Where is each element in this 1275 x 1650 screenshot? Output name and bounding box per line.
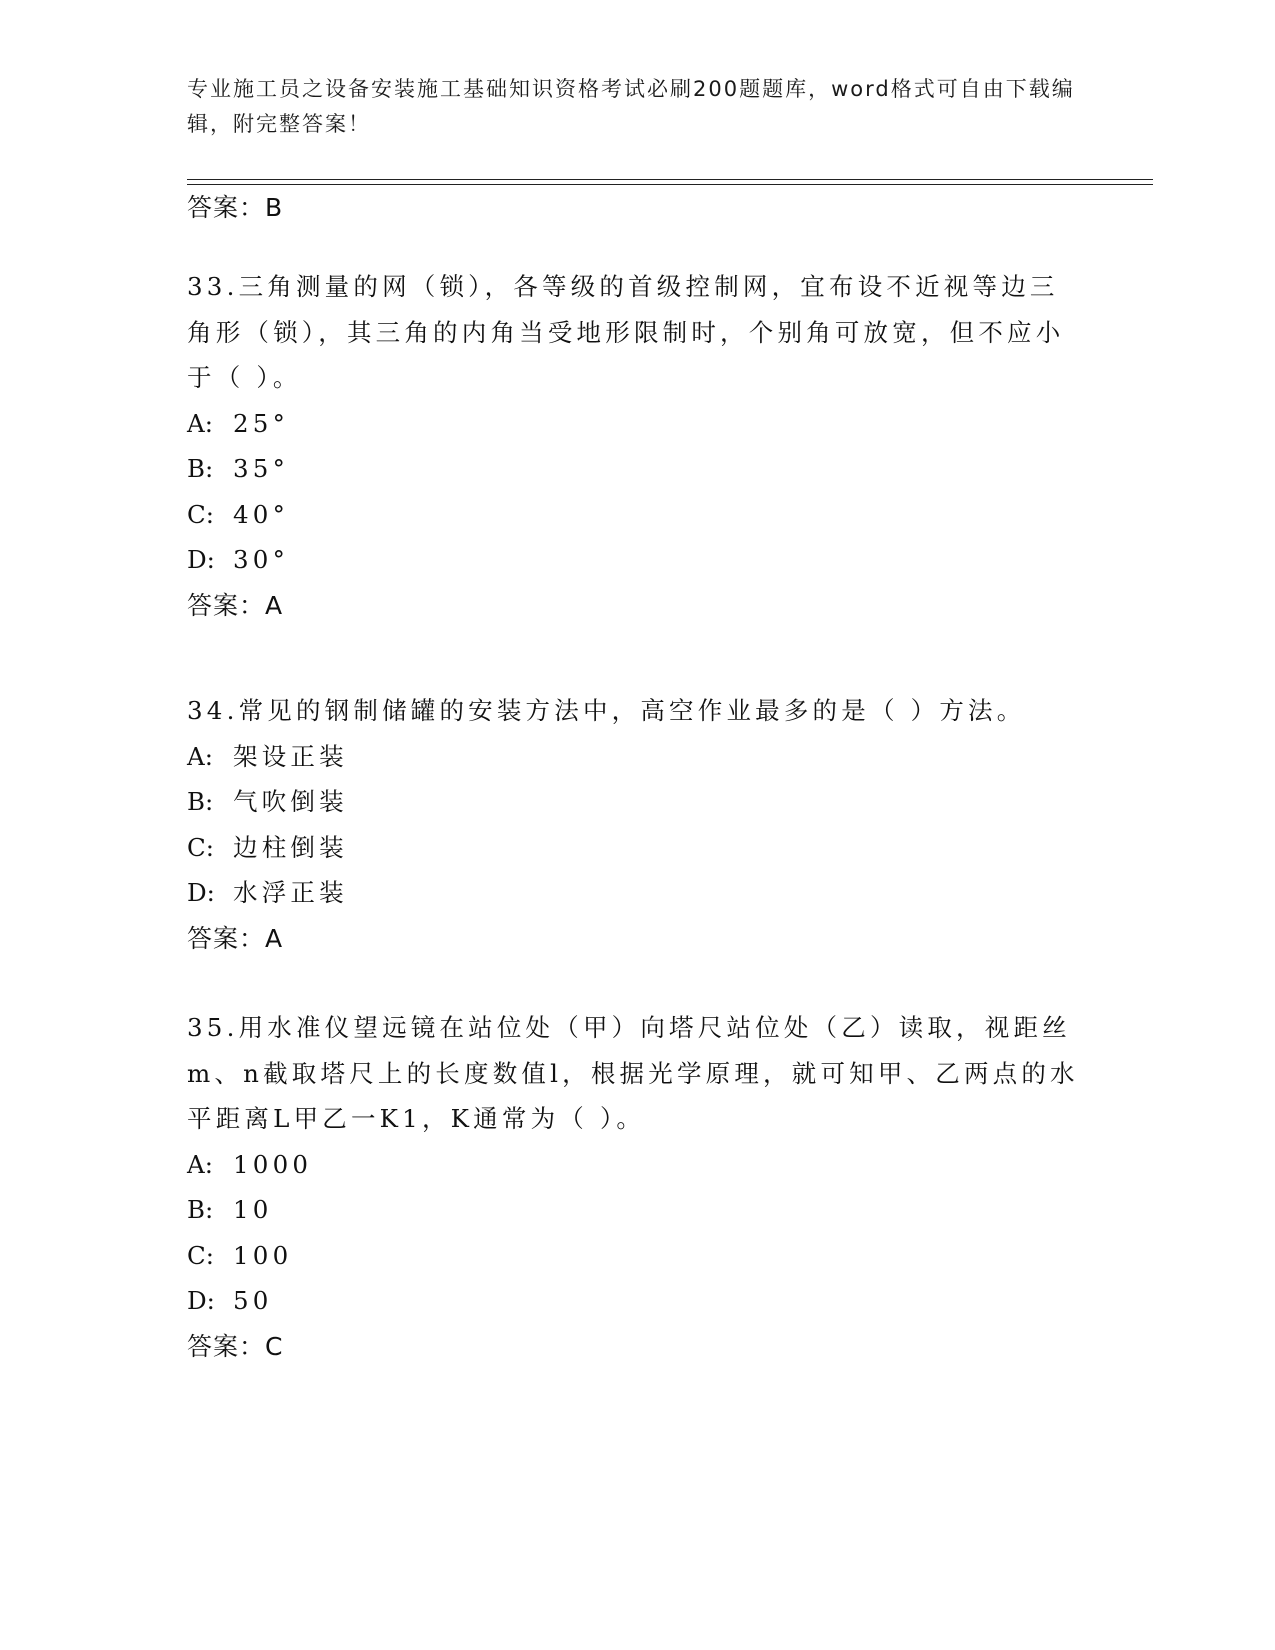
question-text: 33.三角测量的网（锁），各等级的首级控制网，宜布设不近视等边三角形（锁），其三角的内角当受地形限制时，个别角可放宽，但不应小于（ ）。 — [187, 272, 1065, 392]
option-c — [187, 1233, 1087, 1279]
option-d — [187, 537, 1087, 583]
option-d — [187, 1278, 1087, 1324]
option-d — [187, 870, 1087, 916]
option-value: 35° — [233, 454, 290, 483]
option-value: 10 — [233, 1195, 273, 1224]
option-key: D: — [187, 545, 215, 574]
question-text: 35.用水准仪望远镜在站位处（甲）向塔尺站位处（乙）读取，视距丝m、n截取塔尺上的长度数值l，根据光学原理，就可知甲、乙两点的水平距离L甲乙一K1，K通常为（ ）。 — [187, 1013, 1079, 1133]
question-35 — [187, 1005, 1087, 1369]
answer-label: 答案：A — [187, 923, 284, 953]
option-value: 40° — [233, 499, 290, 529]
option-value: 100 — [233, 1240, 293, 1270]
option-value: 50 — [233, 1286, 273, 1315]
option-a — [187, 1142, 1087, 1188]
option-value: 气吹倒装 — [233, 787, 348, 816]
question-33 — [187, 264, 1087, 628]
header-divider-bottom — [187, 184, 1153, 185]
option-c — [187, 825, 1087, 871]
option-value: 架设正装 — [233, 741, 348, 771]
answer-label: 答案：C — [187, 1331, 284, 1361]
option-b — [187, 446, 1087, 492]
option-a — [187, 734, 1087, 780]
option-value: 1000 — [233, 1149, 313, 1179]
answer-label: 答案：B — [187, 193, 284, 222]
option-key: C: — [187, 832, 215, 862]
option-value: 30° — [233, 545, 290, 574]
option-key: C: — [187, 499, 215, 529]
option-a — [187, 401, 1087, 447]
option-key: A: — [187, 1149, 213, 1179]
option-key: C: — [187, 1240, 215, 1270]
option-c — [187, 492, 1087, 538]
option-key: B: — [187, 454, 214, 483]
option-key: D: — [187, 878, 215, 907]
option-key: A: — [187, 741, 213, 771]
option-value: 25° — [233, 408, 290, 438]
option-b — [187, 779, 1087, 825]
header-divider-top — [187, 179, 1153, 180]
question-34 — [187, 688, 1087, 961]
option-key: A: — [187, 408, 213, 438]
option-value: 边柱倒装 — [233, 832, 348, 862]
option-b — [187, 1187, 1087, 1233]
option-key: D: — [187, 1286, 215, 1315]
option-key: B: — [187, 1195, 214, 1224]
question-text: 34.常见的钢制储罐的安装方法中，高空作业最多的是（ ）方法。 — [187, 696, 1026, 725]
option-value: 水浮正装 — [233, 878, 348, 907]
answer-label: 答案：A — [187, 590, 284, 620]
document-header: 专业施工员之设备安装施工基础知识资格考试必刷200题题库，word格式可自由下载编辑，附完整答案！ — [187, 77, 1075, 136]
option-key: B: — [187, 787, 214, 816]
